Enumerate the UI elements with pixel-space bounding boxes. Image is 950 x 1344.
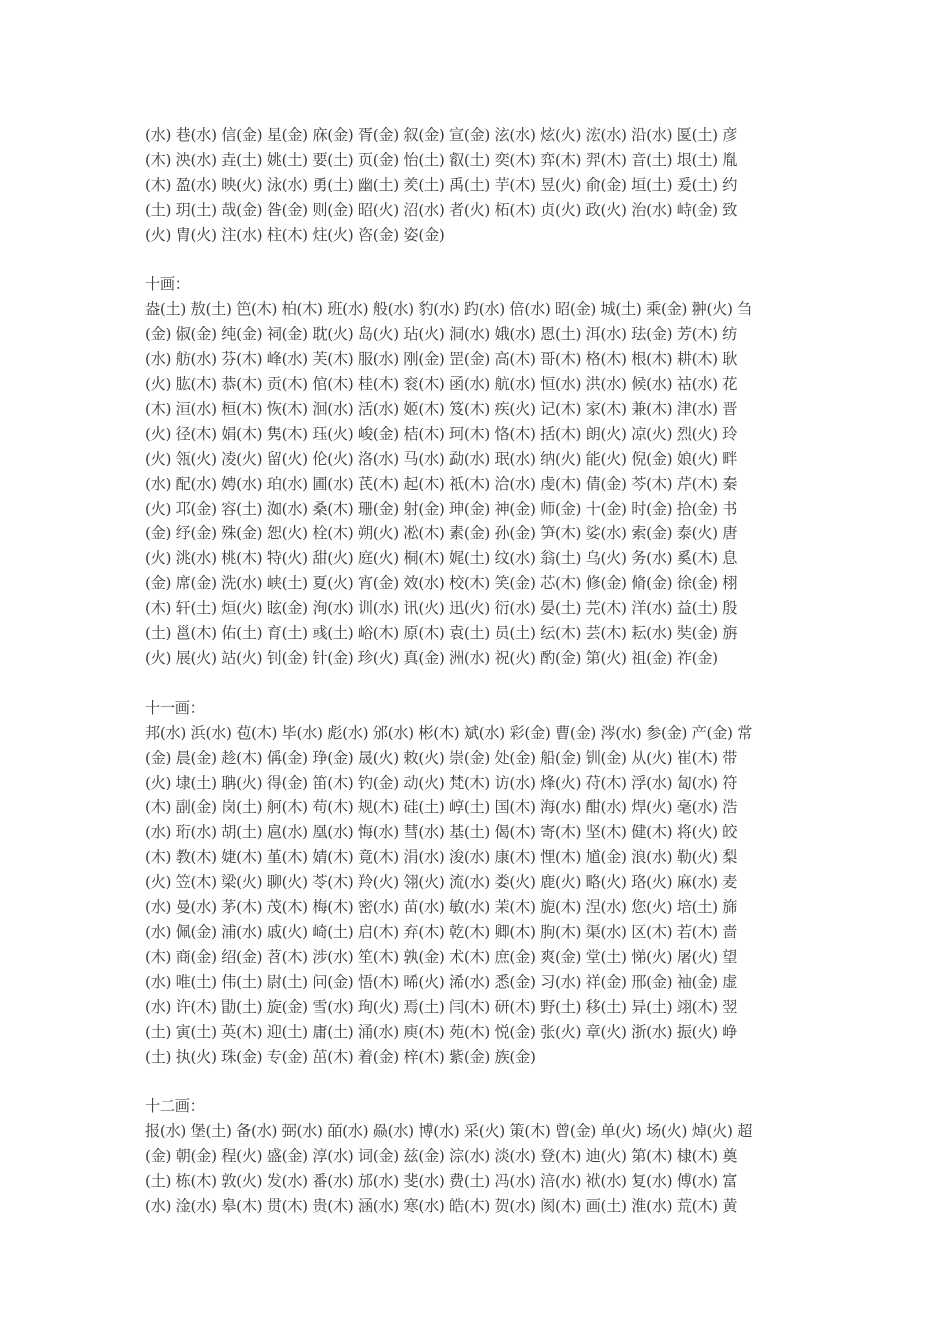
text-line: (木) 教(木) 婕(木) 堇(木) 婧(木) 竟(木) 涓(水) 浚(水) 康(木) 悝(木) 馗(金) 浪(水) 勒(火) 梨 (145, 848, 738, 867)
text-line: (水) 舫(水) 芬(木) 峰(水) 芙(木) 服(水) 刚(金) 罡(金) 高(木) 哥(木) 格(木) 根(木) 耕(木) 耿 (145, 350, 738, 369)
text-line: (金) 晨(金) 趁(木) 偁(金) 琤(金) 晟(火) 敕(火) 崇(金) 处(金) 船(金) 钏(金) 从(火) 崔(木) 带 (145, 748, 738, 767)
text-line: (木) 泱(水) 垚(土) 姚(土) 要(土) 页(金) 怡(土) 叡(土) 奕(木) 弈(木) 羿(木) 音(土) 垠(土) 胤 (145, 150, 738, 169)
text-line: (火) 径(木) 娟(木) 隽(木) 珏(火) 峻(金) 桔(木) 珂(木) 恪(木) 括(木) 朗(火) 凉(火) 烈(火) 玲 (145, 424, 738, 443)
section-twelve-strokes (145, 1094, 810, 1219)
text-line: (火) 肱(木) 恭(木) 贡(木) 倌(木) 桂(木) 衮(木) 函(水) 航(水) 恒(水) 洪(水) 候(水) 祜(水) 花 (145, 375, 738, 394)
text-line: (土) 邕(木) 佑(土) 育(土) 彧(土) 峪(木) 原(木) 袁(土) 员(土) 纭(木) 芸(木) 耘(水) 奘(金) 旃 (145, 624, 738, 643)
section-heading: 十二画： (145, 1097, 205, 1116)
text-line: (土) 栋(木) 敦(火) 发(水) 番(水) 邡(水) 斐(水) 费(土) 冯(水) 涪(水) 袱(水) 复(水) 傅(水) 富 (145, 1172, 738, 1191)
text-line: 报(水) 堡(土) 备(水) 弼(水) 皕(水) 赑(水) 博(水) 采(火) 策(木) 曾(金) 单(火) 场(火) 焯(火) 超 (145, 1122, 753, 1141)
text-line: (火) 邛(金) 容(土) 洳(水) 桑(木) 珊(金) 射(金) 珅(金) 神(金) 师(金) 十(金) 时(金) 拾(金) 书 (145, 499, 738, 518)
text-line: (金) 俶(金) 纯(金) 祠(金) 耽(火) 岛(火) 玷(火) 洞(水) 娥(水) 恩(土) 洱(水) 珐(金) 芳(木) 纺 (145, 325, 738, 344)
text-line: (土) 执(火) 珠(金) 专(金) 茁(木) 着(金) 梓(木) 紫(金) 族(金) (145, 1047, 536, 1066)
text-line: (木) 洹(水) 桓(木) 恢(木) 洄(水) 活(水) 姬(木) 笈(木) 疾(火) 记(木) 家(木) 兼(木) 津(水) 晋 (145, 399, 738, 418)
text-line: (金) 纾(金) 殊(金) 恕(火) 栓(木) 朔(火) 凇(木) 素(金) 孙(金) 笋(木) 娑(水) 索(金) 泰(火) 唐 (145, 524, 738, 543)
section-heading: 十画： (145, 275, 190, 294)
text-line: (土) 玥(土) 哉(金) 昝(金) 则(金) 昭(火) 沼(水) 者(火) 柘(木) 贞(火) 政(火) 治(水) 峙(金) 致 (145, 200, 738, 219)
text-line: (水) 淦(水) 皋(木) 贯(木) 贵(木) 涵(水) 寒(水) 皓(木) 贺(水) 阂(木) 画(土) 淮(水) 荒(木) 黄 (145, 1196, 738, 1215)
text-line: (火) 瓴(火) 凌(火) 留(火) 伦(火) 洛(水) 马(水) 勐(水) 珉(水) 纳(火) 能(火) 倪(金) 娘(火) 畔 (145, 449, 738, 468)
text-line: (水) 唯(土) 伟(土) 尉(土) 问(金) 悟(木) 晞(火) 浠(水) 悉(金) 习(水) 祥(金) 邢(金) 袖(金) 虚 (145, 972, 738, 991)
text-line: (木) 副(金) 岗(土) 舸(木) 苟(木) 规(木) 硅(土) 崞(土) 国(木) 海(水) 酣(水) 焊(火) 毫(水) 浩 (145, 798, 738, 817)
text-line: 邦(水) 浜(水) 苞(木) 毕(水) 彪(水) 邠(水) 彬(木) 斌(水) 彩(金) 曹(金) 涔(水) 参(金) 产(金) 常 (145, 723, 753, 742)
paragraph-gap (145, 1069, 810, 1094)
text-line: (火) 胄(火) 注(水) 柱(木) 炷(火) 咨(金) 姿(金) (145, 225, 445, 244)
section-heading: 十一画： (145, 698, 205, 717)
paragraph-gap (145, 671, 810, 696)
text-line: (水) 巷(水) 信(金) 星(金) 庥(金) 胥(金) 叙(金) 宣(金) 泫(水) 炫(火) 浤(水) 沿(水) 匽(土) 彦 (145, 126, 738, 144)
text-line: 盎(土) 敖(土) 笆(木) 柏(木) 班(水) 般(水) 豹(水) 趵(水) 倍(水) 昭(金) 城(土) 乘(金) 翀(火) 刍 (145, 300, 753, 319)
text-line: (木) 盈(水) 映(火) 泳(水) 勇(土) 幽(土) 羑(土) 禹(土) 芋(木) 昱(火) 俞(金) 垣(土) 爰(土) 约 (145, 175, 738, 194)
text-line: (火) 埭(土) 聃(火) 得(金) 笛(木) 钓(金) 动(火) 梵(木) 访(水) 烽(火) 苻(木) 浮(水) 匐(水) 符 (145, 773, 738, 792)
text-line: (金) 席(金) 洗(水) 峡(土) 夏(火) 宵(金) 效(水) 校(木) 笑(金) 芯(木) 修(金) 脩(金) 徐(金) 栩 (145, 574, 738, 593)
text-line: (火) 笠(木) 梁(火) 聊(火) 苓(木) 羚(火) 翎(火) 流(水) 娄(火) 鹿(火) 略(火) 珞(火) 麻(水) 麦 (145, 873, 738, 892)
text-line: (金) 朝(金) 程(火) 盛(金) 淳(水) 词(金) 兹(金) 淙(水) 淡(水) 登(木) 迪(火) 第(木) 棣(木) 奠 (145, 1147, 738, 1166)
text-line: (火) 展(火) 站(火) 钊(金) 针(金) 珍(火) 真(金) 洲(水) 祝(火) 酌(金) 第(火) 祖(金) 祚(金) (145, 649, 718, 668)
section-eleven-strokes (145, 696, 810, 1070)
section-ten-strokes (145, 272, 810, 671)
text-line: (木) 商(金) 绍(金) 苕(木) 涉(水) 笙(木) 孰(金) 术(木) 庶(金) 爽(金) 堂(土) 悌(火) 屠(火) 望 (145, 947, 738, 966)
document-page (145, 123, 810, 1219)
text-line: (水) 配(水) 娉(水) 珀(水) 圃(水) 芪(木) 起(木) 祇(木) 洽(水) 虔(木) 倩(金) 芩(木) 芹(木) 秦 (145, 474, 738, 493)
paragraph-gap (145, 248, 810, 273)
text-line: (土) 寅(土) 英(木) 迎(土) 庸(土) 涌(水) 庾(木) 苑(木) 悦(金) 张(火) 章(火) 浙(水) 振(火) 峥 (145, 1022, 738, 1041)
text-line: (水) 佩(金) 浦(水) 戚(火) 崎(土) 启(木) 弃(木) 乾(木) 卿(木) 朐(木) 渠(水) 区(木) 若(木) 啬 (145, 922, 738, 941)
text-line: (火) 洮(水) 桃(木) 特(火) 甜(火) 庭(火) 桐(木) 娓(土) 纹(水) 翁(土) 乌(火) 务(水) 奚(木) 息 (145, 549, 738, 568)
section-nine-strokes-tail (145, 123, 810, 248)
text-line: (木) 轩(土) 烜(火) 眩(金) 洵(水) 训(水) 讯(火) 迅(火) 衍(水) 晏(土) 芫(木) 洋(水) 益(土) 殷 (145, 599, 738, 618)
text-line: (水) 许(木) 勖(土) 旋(金) 雪(水) 珣(火) 焉(土) 闫(木) 研(木) 野(土) 移(土) 异(土) 翊(木) 翌 (145, 997, 738, 1016)
text-line: (水) 曼(水) 茅(木) 茂(木) 梅(木) 密(水) 苗(水) 敏(水) 茉(木) 旎(木) 涅(水) 您(火) 培(土) 旆 (145, 898, 738, 917)
text-line: (水) 珩(水) 胡(土) 扈(水) 凰(水) 悔(水) 彗(水) 基(土) 偈(木) 寄(木) 坚(木) 健(木) 将(火) 皎 (145, 823, 738, 842)
